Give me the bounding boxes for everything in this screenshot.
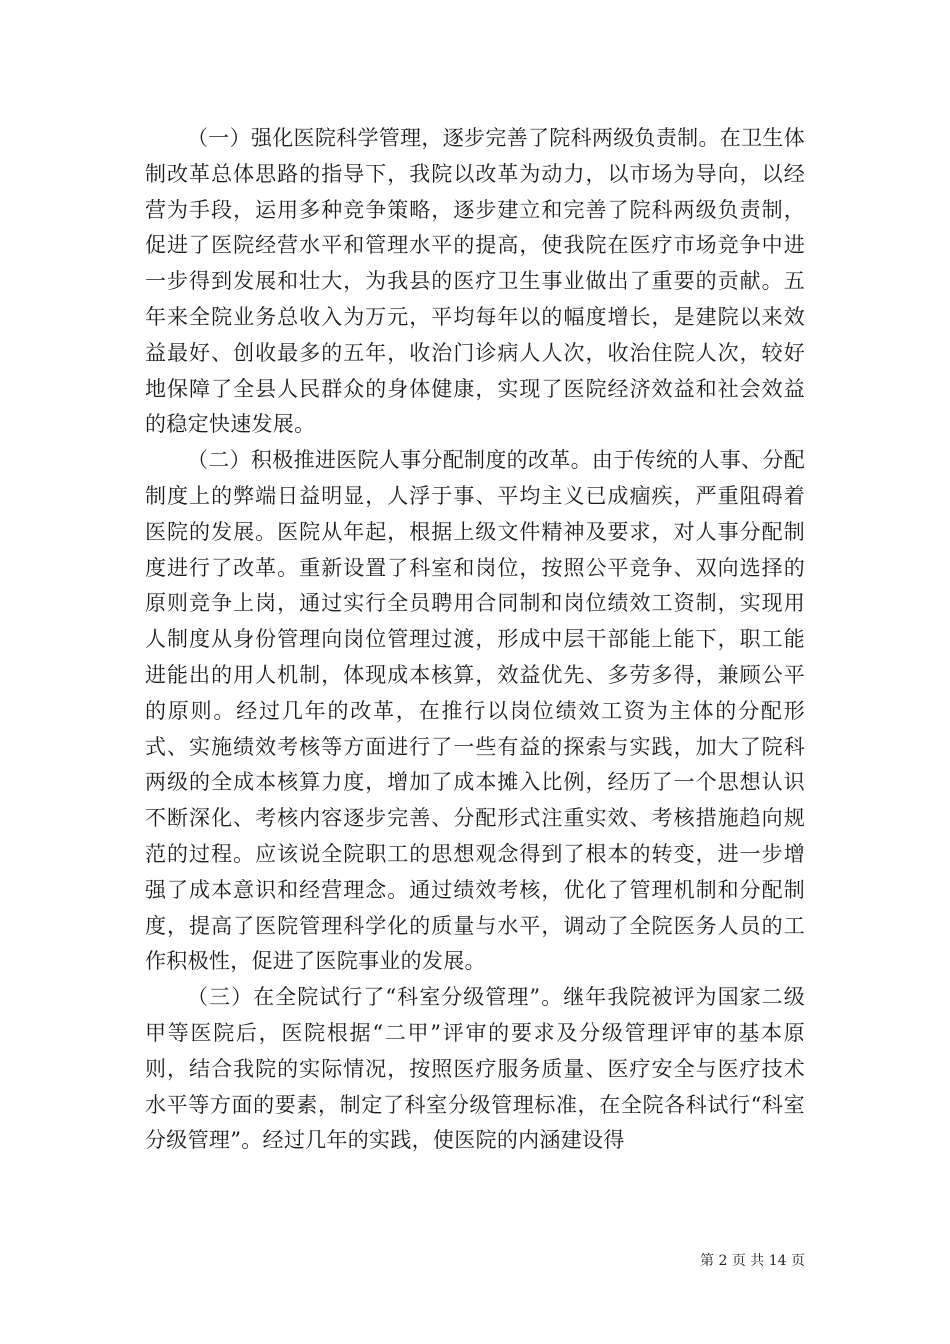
paragraph-3: （三）在全院试行了“科室分级管理”。继年我院被评为国家二级甲等医院后，医院根据“二甲”评审的要求及分级管理评审的基本原则，结合我院的实际情况，按照医疗服务质量、医疗安全与医疗技术水平等方面的要素，制定了科室分级管理标准，在全院各科试行“科室分级管理”。经过几年的实践，使医院的内涵建设得	[145, 985, 805, 1153]
document-body	[145, 121, 805, 1159]
page-number-footer: 第 2 页 共 14 页	[700, 1253, 805, 1269]
paragraph-1: （一）强化医院科学管理，逐步完善了院科两级负责制。在卫生体制改革总体思路的指导下，我院以改革为动力，以市场为导向，以经营为手段，运用多种竞争策略，逐步建立和完善了院科两级负责制，促进了医院经营水平和管理水平的提高，使我院在医疗市场竞争中进一步得到发展和壮大，为我县的医疗卫生事业做出了重要的贡献。五年来全院业务总收入为万元，平均每年以的幅度增长，是建院以来效益最好、创收最多的五年，收治门诊病人人次，收治住院人次，较好地保障了全县人民群众的身体健康，实现了医院经济效益和社会效益的稳定快速发展。	[145, 126, 805, 437]
paragraph-2: （二）积极推进医院人事分配制度的改革。由于传统的人事、分配制度上的弊端日益明显，人浮于事、平均主义已成痼疾，严重阻碍着医院的发展。医院从年起，根据上级文件精神及要求，对人事分配制度进行了改革。重新设置了科室和岗位，按照公平竞争、双向选择的原则竞争上岗，通过实行全员聘用合同制和岗位绩效工资制，实现用人制度从身份管理向岗位管理过渡，形成中层干部能上能下，职工能进能出的用人机制，体现成本核算，效益优先、多劳多得，兼顾公平的原则。经过几年的改革，在推行以岗位绩效工资为主体的分配形式、实施绩效考核等方面进行了一些有益的探索与实践，加大了院科两级的全成本核算力度，增加了成本摊入比例，经历了一个思想认识不断深化、考核内容逐步完善、分配形式注重实效、考核措施趋向规范的过程。应该说全院职工的思想观念得到了根本的转变，进一步增强了成本意识和经营理念。通过绩效考核，优化了管理机制和分配制度，提高了医院管理科学化的质量与水平，调动了全院医务人员的工作积极性，促进了医院事业的发展。	[145, 448, 805, 974]
